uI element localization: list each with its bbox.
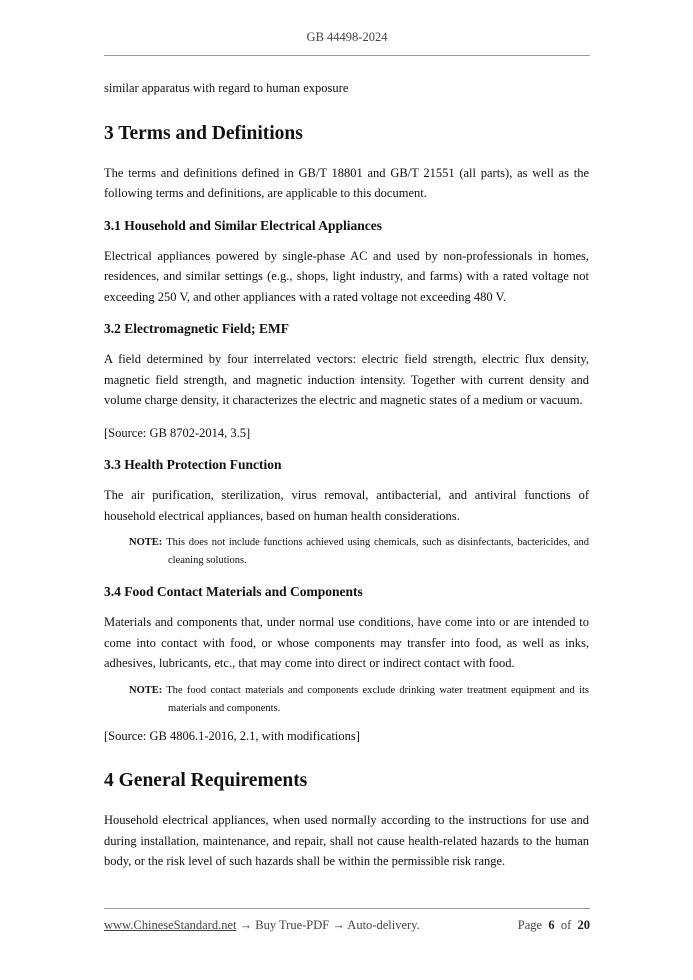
header-divider bbox=[104, 55, 590, 56]
section-3-4-heading: 3.4 Food Contact Materials and Components bbox=[104, 584, 363, 599]
section-3-3-heading: 3.3 Health Protection Function bbox=[104, 457, 282, 472]
note-text: The food contact materials and components exclude drinking water treatment equipment and its materials and components. bbox=[166, 684, 589, 714]
section-3-3-text: The air purification, sterilization, virus removal, antibacterial, and antiviral functions of household electrical appliances, based on human health considerations. bbox=[104, 488, 589, 523]
page-prefix: Page bbox=[517, 918, 543, 932]
section-3-3-note bbox=[129, 534, 589, 570]
section-3-4-source: [Source: GB 4806.1-2016, 2.1, with modifications] bbox=[104, 728, 360, 743]
section-3-2-source: [Source: GB 8702-2014, 3.5] bbox=[104, 425, 251, 440]
section-3-2-text: A field determined by four interrelated vectors: electric field strength, electric flux density, magnetic field strength, and magnetic induction intensity. Together with current density and volume charge density, it characterizes the electric and magnetic states of a medium or vacuum. bbox=[104, 352, 589, 407]
page-indicator bbox=[518, 918, 590, 933]
section-3-1-text: Electrical appliances powered by single-phase AC and used by non-professionals in homes, residences, and similar settings (e.g., shops, light industry, and farms) with a rated voltage not exceeding 250 V, and other appliances with a rated voltage not exceeding 480 V. bbox=[104, 248, 589, 304]
section-3-1-heading: 3.1 Household and Similar Electrical Appliances bbox=[104, 217, 383, 233]
section-3-heading: 3 Terms and Definitions bbox=[104, 122, 303, 144]
section-3-intro: The terms and definitions defined in GB/T 18801 and GB/T 21551 (all parts), as well as the following terms and definitions, are applicable to this document. bbox=[104, 165, 589, 200]
note-label: NOTE: bbox=[129, 537, 163, 548]
page-current: 6 bbox=[548, 918, 555, 932]
section-3-4-note bbox=[129, 682, 589, 718]
running-header: GB 44498-2024 bbox=[306, 30, 388, 44]
footer-promo-text: → Buy True-PDF → Auto-delivery. bbox=[236, 918, 420, 932]
footer-promo bbox=[104, 918, 420, 933]
section-3-4-text: Materials and components that, under normal use conditions, have come into or are intended to come into contact with food, or whose components may transfer into food, as well as inks, adhesives, lubricants, etc., that may come into direct or indirect contact with food. bbox=[104, 615, 589, 670]
note-text: This does not include functions achieved using chemicals, such as disinfectants, bactericides, and cleaning solutions. bbox=[166, 537, 589, 566]
page-body bbox=[104, 78, 589, 872]
section-3-2-heading: 3.2 Electromagnetic Field; EMF bbox=[104, 321, 289, 336]
page-footer bbox=[104, 918, 590, 933]
section-4-heading: 4 General Requirements bbox=[104, 770, 308, 791]
page-of: of bbox=[560, 918, 572, 932]
note-label: NOTE: bbox=[129, 684, 163, 696]
site-link[interactable]: www.ChineseStandard.net bbox=[104, 918, 237, 932]
section-4-text: Household electrical appliances, when used normally according to the instructions for use and during installation, maintenance, and repair, shall not cause health-related hazards to the human body, or the risk level of such hazards shall be within the permissible risk range. bbox=[104, 813, 589, 868]
footer-divider bbox=[104, 908, 590, 909]
page-total: 20 bbox=[577, 918, 590, 932]
continuation-text: similar apparatus with regard to human exposure bbox=[104, 81, 349, 95]
